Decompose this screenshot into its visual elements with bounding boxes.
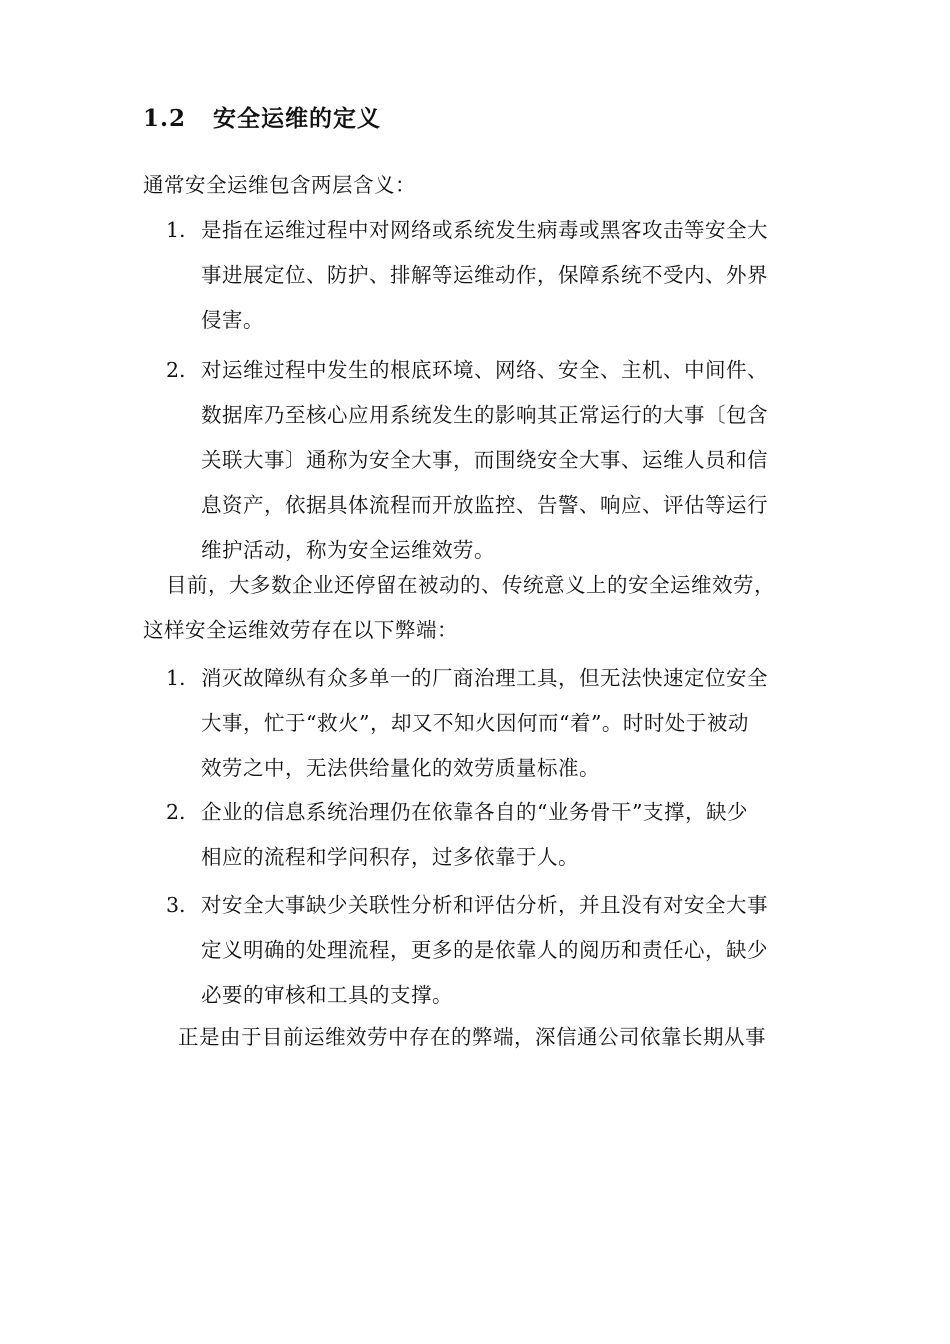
list-item-line: 关联大事〕通称为安全大事，而围绕安全大事、运维人员和信 xyxy=(201,448,768,472)
list-item-line: 相应的流程和学问积存，过多依靠于人。 xyxy=(201,845,579,869)
section-number: 1.2 xyxy=(143,105,187,132)
list-item-line: 对运维过程中发生的根底环境、网络、安全、主机、中间件、 xyxy=(201,358,768,382)
list-item-line: 息资产，依据具体流程而开放监控、告警、响应、评估等运行 xyxy=(201,493,768,517)
list-marker: 1. xyxy=(166,666,186,690)
list-item-line: 对安全大事缺少关联性分析和评估分析，并且没有对安全大事 xyxy=(201,893,768,917)
list-item-line: 消灭故障纵有众多单一的厂商治理工具，但无法快速定位安全 xyxy=(201,666,768,690)
list-marker: 2. xyxy=(166,800,186,824)
paragraph-line: 目前，大多数企业还停留在被动的、传统意义上的安全运维效劳， xyxy=(166,573,775,597)
paragraph-line: 这样安全运维效劳存在以下弊端： xyxy=(143,618,458,642)
list-item-line: 维护活动，称为安全运维效劳。 xyxy=(201,538,495,562)
list-item-line: 企业的信息系统治理仍在依靠各自的“业务骨干”支撑，缺少 xyxy=(201,800,748,824)
list-item-line: 定义明确的处理流程，更多的是依靠人的阅历和责任心，缺少 xyxy=(201,938,768,962)
section-heading xyxy=(143,100,381,133)
list-item-line: 大事，忙于“救火”，却又不知火因何而“着”。时时处于被动 xyxy=(201,711,749,735)
closing-paragraph: 正是由于目前运维效劳中存在的弊端，深信通公司依靠长期从事 xyxy=(178,1025,766,1049)
section-title: 安全运维的定义 xyxy=(213,105,381,132)
intro-paragraph: 通常安全运维包含两层含义： xyxy=(143,173,416,197)
list-item-line: 侵害。 xyxy=(201,308,264,332)
list-item-line: 必要的审核和工具的支撑。 xyxy=(201,983,453,1007)
list-marker: 3. xyxy=(166,893,186,917)
list-item-line: 效劳之中，无法供给量化的效劳质量标准。 xyxy=(201,756,600,780)
list-item-line: 是指在运维过程中对网络或系统发生病毒或黑客攻击等安全大 xyxy=(201,218,768,242)
list-marker: 1. xyxy=(166,218,186,242)
list-marker: 2. xyxy=(166,358,186,382)
list-item-line: 事进展定位、防护、排解等运维动作，保障系统不受内、外界 xyxy=(201,263,768,287)
list-item-line: 数据库乃至核心应用系统发生的影响其正常运行的大事〔包含 xyxy=(201,403,768,427)
